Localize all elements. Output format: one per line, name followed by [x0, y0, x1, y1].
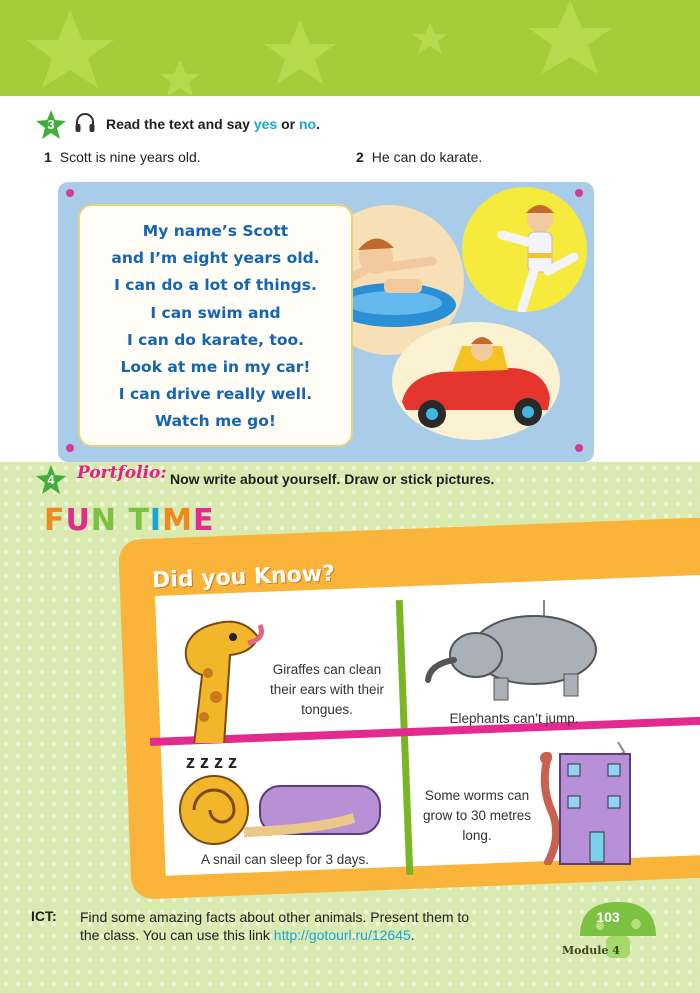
snail-sleep-zzz: z z z z	[186, 752, 238, 772]
story-line: I can swim and	[150, 303, 281, 322]
exercise-3-number-badge: 3	[36, 110, 66, 140]
title-letter: M	[162, 503, 193, 538]
title-letter: I	[149, 503, 163, 538]
title-letter: E	[192, 503, 215, 538]
top-banner	[0, 0, 700, 96]
elephant-picture	[424, 600, 604, 705]
banner-stars-decoration	[0, 0, 700, 96]
title-letter: T	[128, 503, 150, 538]
title-letter: N	[90, 503, 117, 538]
exercise-4-instruction: Now write about yourself. Draw or stick pictures.	[170, 471, 495, 487]
ict-line-2: the class. You can use this link http://gotourl.ru/12645.	[80, 927, 415, 943]
ict-label: ICT:	[31, 908, 57, 924]
story-line: and I’m eight years old.	[111, 249, 320, 268]
portfolio-label: Portfolio:	[77, 463, 167, 483]
fact-elephant: Elephants can’t jump.	[449, 711, 579, 726]
exercise-3-instruction: Read the text and say yes or no.	[106, 116, 320, 132]
title-letter: F	[44, 503, 66, 538]
fact-giraffe: Giraffes can clean their ears with their tongues.	[269, 662, 385, 717]
story-line: I can do a lot of things.	[114, 276, 317, 295]
story-line: I can drive really well.	[118, 385, 313, 404]
did-you-know-title: Did you Know?	[151, 561, 336, 594]
ict-task-text	[80, 908, 550, 944]
story-line: Watch me go!	[155, 412, 276, 431]
title-letter: U	[65, 503, 91, 538]
fun-time-title	[44, 503, 214, 538]
karate-picture	[462, 187, 587, 312]
giraffe-picture	[178, 613, 268, 743]
car-picture	[392, 322, 560, 440]
page-number: 103	[596, 909, 620, 925]
fact-snail: A snail can sleep for 3 days.	[200, 852, 370, 867]
story-text	[80, 218, 351, 436]
story-line: I can do karate, too.	[126, 330, 305, 349]
module-label: Module 4	[562, 944, 620, 957]
fact-worm: Some worms can grow to 30 metres long.	[422, 788, 532, 843]
title-letter	[117, 503, 128, 538]
question-2: 2 He can do karate.	[356, 149, 483, 165]
building-picture	[556, 742, 636, 866]
headphones-icon[interactable]	[74, 112, 96, 134]
story-line: Look at me in my car!	[120, 358, 311, 377]
question-1: 1 Scott is nine years old.	[44, 149, 201, 165]
pin	[575, 444, 583, 452]
pin	[66, 189, 74, 197]
ict-line-1: Find some amazing facts about other animals. Present them to	[80, 909, 470, 925]
exercise-4-number-badge: 4	[36, 465, 66, 495]
story-line: My name’s Scott	[142, 222, 289, 240]
pin	[66, 444, 74, 452]
snail-picture	[170, 772, 390, 848]
ict-link[interactable]: http://gotourl.ru/12645	[273, 927, 411, 943]
